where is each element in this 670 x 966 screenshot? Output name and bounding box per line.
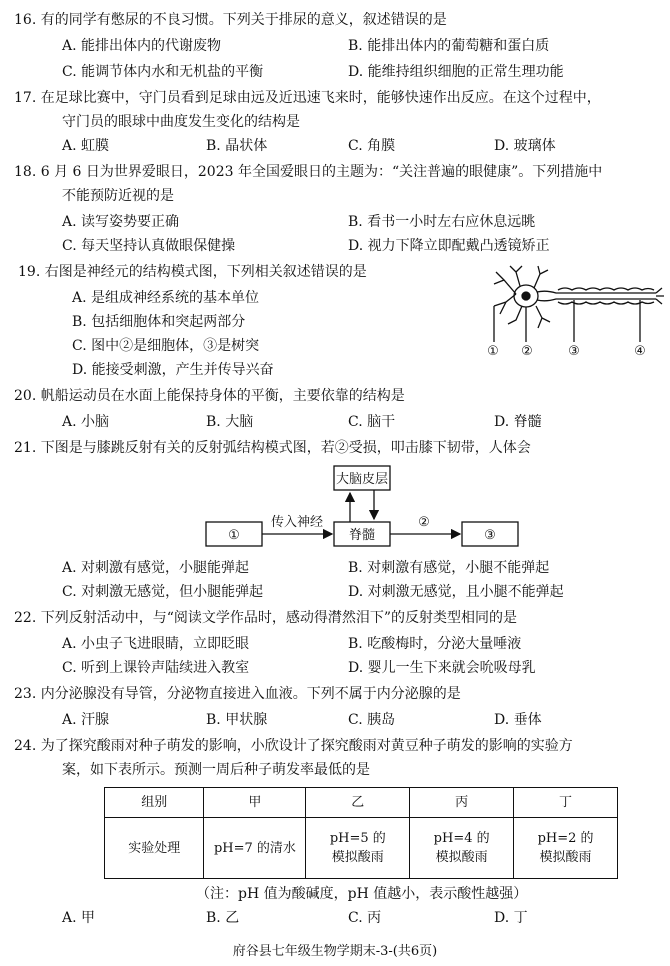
q20-option-a[interactable]: A. 小脑	[62, 414, 110, 430]
q21-options-row1	[0, 556, 670, 580]
q17-option-b[interactable]: B. 晶状体	[206, 138, 268, 154]
q16-option-a[interactable]: A. 能排出体内的代谢废物	[62, 38, 222, 54]
q23-option-c[interactable]: C. 胰岛	[348, 712, 396, 728]
q18-option-b[interactable]: B. 看书一小时左右应休息远眺	[348, 214, 536, 230]
q22-option-b[interactable]: B. 吃酸梅时，分泌大量唾液	[348, 636, 522, 652]
q22-stem: 22. 下列反射活动中，与“阅读文学作品时，感动得潸然泪下”的反射类型相同的是	[14, 610, 518, 626]
neuron-label-2: ②	[521, 344, 533, 359]
q18-option-c[interactable]: C. 每天坚持认真做眼保健操	[62, 238, 236, 254]
q19-stem: 19. 右图是神经元的结构模式图，下列相关叙述错误的是	[18, 264, 367, 280]
q21-option-a[interactable]: A. 对刺激有感觉，小腿能弹起	[62, 560, 250, 576]
q16-option-b[interactable]: B. 能排出体内的葡萄糖和蛋白质	[348, 38, 550, 54]
box-1-label: ①	[228, 528, 240, 543]
q17-stem-line2: 守门员的眼球中曲度发生变化的结构是	[62, 114, 300, 130]
q23-options	[0, 708, 670, 732]
q16-stem: 16. 有的同学有憋尿的不良习惯。下列关于排尿的意义，叙述错误的是	[14, 12, 447, 28]
afferent-nerve-label: 传入神经	[270, 515, 324, 530]
q19-option-a[interactable]: A. 是组成神经系统的基本单位	[72, 290, 260, 306]
q19-option-c[interactable]: C. 图中②是细胞体，③是树突	[72, 338, 260, 354]
q20-stem: 20. 帆船运动员在水面上能保持身体的平衡，主要依靠的结构是	[14, 388, 405, 404]
q21-stem: 21. 下图是与膝跳反射有关的反射弧结构模式图，若②受损，叩击膝下韧带，人体会	[14, 440, 531, 456]
cortex-label: 大脑皮层	[335, 472, 389, 487]
q19-option-d[interactable]: D. 能接受刺激，产生并传导兴奋	[72, 362, 274, 378]
neuron-figure	[476, 262, 666, 362]
page-footer: 府谷县七年级生物学期末-3-(共6页)	[232, 944, 438, 959]
q21-option-d[interactable]: D. 对刺激无感觉，且小腿不能弹起	[348, 584, 564, 600]
neuron-label-3: ③	[568, 344, 580, 359]
q23-stem: 23. 内分泌腺没有导管，分泌物直接进入血液。下列不属于内分泌腺的是	[14, 686, 461, 702]
q17-options	[0, 134, 670, 158]
q20-option-b[interactable]: B. 大脑	[206, 414, 254, 430]
spinal-cord-label: 脊髓	[348, 528, 376, 543]
q18-options-row2	[0, 234, 670, 258]
table-cell-yi: pH=5 的 模拟酸雨	[306, 818, 410, 879]
table-header-jia: 甲	[204, 788, 306, 818]
q22-option-a[interactable]: A. 小虫子飞进眼睛，立即眨眼	[62, 636, 250, 652]
reflex-arc-diagram	[200, 462, 530, 554]
q24-option-b[interactable]: B. 乙	[206, 910, 240, 926]
q20-option-c[interactable]: C. 脑干	[348, 414, 396, 430]
table-header-row	[105, 788, 618, 818]
table-header-ding: 丁	[514, 788, 618, 818]
q24-option-c[interactable]: C. 丙	[348, 910, 382, 926]
q18-option-d[interactable]: D. 视力下降立即配戴凸透镜矫正	[348, 238, 550, 254]
q23-option-a[interactable]: A. 汗腺	[62, 712, 110, 728]
q21-option-c[interactable]: C. 对刺激无感觉，但小腿能弹起	[62, 584, 264, 600]
experiment-table	[104, 787, 618, 879]
q20-options	[0, 410, 670, 434]
q17-stem-line1: 17. 在足球比赛中，守门员看到足球由远及近迅速飞来时，能够快速作出反应。在这个过程中，	[14, 90, 601, 106]
q22-options-row1	[0, 632, 670, 656]
q16-option-d[interactable]: D. 能维持组织细胞的正常生理功能	[348, 64, 564, 80]
q24-option-a[interactable]: A. 甲	[62, 910, 96, 926]
q24-options	[0, 906, 670, 930]
q22-option-d[interactable]: D. 婴儿一生下来就会吮吸母乳	[348, 660, 536, 676]
q19-option-b[interactable]: B. 包括细胞体和突起两部分	[72, 314, 246, 330]
q23-option-d[interactable]: D. 垂体	[494, 712, 542, 728]
table-cell-jia: pH=7 的清水	[204, 818, 306, 879]
q17-option-a[interactable]: A. 虹膜	[62, 138, 110, 154]
q24-stem-line1: 24. 为了探究酸雨对种子萌发的影响，小欣设计了探究酸雨对黄豆种子萌发的影响的实验方	[14, 738, 573, 754]
q18-option-a[interactable]: A. 读写姿势要正确	[62, 214, 180, 230]
table-header-group: 组别	[105, 788, 204, 818]
table-row-label: 实验处理	[105, 818, 204, 879]
q24-note: （注：pH 值为酸碱度，pH 值越小，表示酸性越强）	[196, 886, 528, 902]
q20-option-d[interactable]: D. 脊髓	[494, 414, 542, 430]
table-cell-ding: pH=2 的 模拟酸雨	[514, 818, 618, 879]
q18-stem-line2: 不能预防近视的是	[62, 188, 174, 204]
q23-option-b[interactable]: B. 甲状腺	[206, 712, 268, 728]
box-3-label: ③	[484, 528, 496, 543]
table-header-bing: 丙	[410, 788, 514, 818]
q16-option-c[interactable]: C. 能调节体内水和无机盐的平衡	[62, 64, 264, 80]
table-row	[105, 818, 618, 879]
q22-option-c[interactable]: C. 听到上课铃声陆续进入教室	[62, 660, 250, 676]
q18-options-row1	[0, 210, 670, 234]
q17-option-d[interactable]: D. 玻璃体	[494, 138, 556, 154]
label-2: ②	[418, 515, 430, 530]
q21-options-row2	[0, 580, 670, 604]
q22-options-row2	[0, 656, 670, 680]
q21-option-b[interactable]: B. 对刺激有感觉，小腿不能弹起	[348, 560, 550, 576]
q24-stem-line2: 案，如下表所示。预测一周后种子萌发率最低的是	[62, 762, 370, 778]
neuron-label-4: ④	[634, 344, 646, 359]
q17-option-c[interactable]: C. 角膜	[348, 138, 396, 154]
table-header-yi: 乙	[306, 788, 410, 818]
q18-stem-line1: 18. 6 月 6 日为世界爱眼日，2023 年全国爱眼日的主题为：“关注普遍的眼健康”。下列措施中	[14, 164, 603, 180]
q16-options-row2	[0, 60, 670, 84]
table-cell-bing: pH=4 的 模拟酸雨	[410, 818, 514, 879]
neuron-label-1: ①	[487, 344, 499, 359]
q24-option-d[interactable]: D. 丁	[494, 910, 528, 926]
q16-options-row1	[0, 34, 670, 58]
